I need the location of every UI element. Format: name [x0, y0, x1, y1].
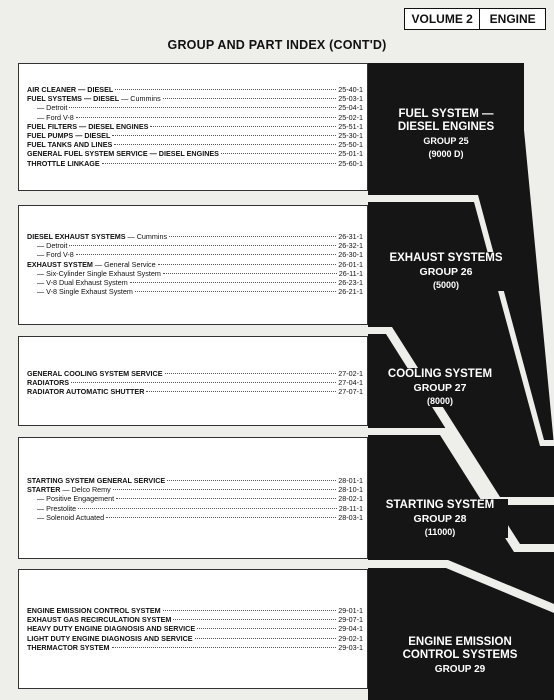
index-entry: AIR CLEANER — DIESEL 25-40-1 — [27, 85, 363, 94]
group-26-entries — [27, 232, 363, 296]
index-entry: FUEL TANKS AND LINES 25-50-1 — [27, 140, 363, 150]
index-entry: GENERAL COOLING SYSTEM SERVICE 27-02-1 — [27, 369, 363, 378]
index-entry: RADIATOR AUTOMATIC SHUTTER 27-07-1 — [27, 387, 363, 397]
index-entry: — Detroit 25-04-1 — [37, 103, 363, 113]
index-entry: LIGHT DUTY ENGINE DIAGNOSIS AND SERVICE 29-02-1 — [27, 633, 363, 643]
index-entry: THERMACTOR SYSTEM 29-03-1 — [27, 642, 363, 652]
section-label: ENGINE — [489, 12, 536, 26]
group-26-box — [18, 205, 368, 325]
group-25-box — [18, 63, 368, 191]
group-26-label: EXHAUST SYSTEMS GROUP 26 (5000) — [372, 252, 520, 291]
group-29-label: ENGINE EMISSION CONTROL SYSTEMS GROUP 29 — [372, 636, 548, 675]
index-entry: THROTTLE LINKAGE 25-60-1 — [27, 158, 363, 168]
index-entry: STARTING SYSTEM GENERAL SERVICE 28-01-1 — [27, 476, 363, 485]
group-27-label: COOLING SYSTEM GROUP 27 (8000) — [372, 368, 508, 407]
page-title: GROUP AND PART INDEX (CONT'D) — [167, 38, 387, 52]
index-entry: GENERAL FUEL SYSTEM SERVICE — DIESEL ENGINES 25-01-1 — [27, 149, 363, 159]
index-entry: — Solenoid Actuated 28-03-1 — [37, 512, 363, 522]
index-entry: — Ford V-8 25-02-1 — [37, 112, 363, 122]
index-entry: — Ford V-8 26-30-1 — [37, 250, 363, 260]
index-entry: — Six-Cylinder Single Exhaust System 26-11-1 — [37, 268, 363, 278]
index-entry: FUEL SYSTEMS — DIESEL — Cummins 25-03-1 — [27, 94, 363, 104]
index-entry: DIESEL EXHAUST SYSTEMS — Cummins 26-31-1 — [27, 232, 363, 241]
index-entry: FUEL FILTERS — DIESEL ENGINES 25-51-1 — [27, 121, 363, 131]
index-entry: — V-8 Single Exhaust System 26-21-1 — [37, 287, 363, 297]
index-entry: EXHAUST GAS RECIRCULATION SYSTEM 29-07-1 — [27, 615, 363, 625]
index-entry: — Prestolite 28-11-1 — [37, 503, 363, 513]
group-27-box — [18, 336, 368, 426]
group-25-label: FUEL SYSTEM — DIESEL ENGINES GROUP 25 (9000 D) — [372, 108, 520, 160]
index-entry: ENGINE EMISSION CONTROL SYSTEM 29-01-1 — [27, 606, 363, 615]
group-28-box — [18, 437, 368, 559]
group-29-entries — [27, 606, 363, 652]
index-entry: EXHAUST SYSTEM — General Service 26-01-1 — [27, 259, 363, 269]
group-25-entries — [27, 85, 363, 168]
group-28-label: STARTING SYSTEM GROUP 28 (11000) — [372, 499, 508, 538]
group-29-box — [18, 569, 368, 689]
index-entry: HEAVY DUTY ENGINE DIAGNOSIS AND SERVICE 29-04-1 — [27, 624, 363, 634]
index-entry: — Positive Engagement 28-02-1 — [37, 494, 363, 504]
group-27-entries — [27, 369, 363, 397]
index-entry: FUEL PUMPS — DIESEL 25-30-1 — [27, 131, 363, 141]
index-entry: — Detroit 26-32-1 — [37, 241, 363, 251]
volume-label: VOLUME 2 — [405, 9, 480, 29]
index-entry: RADIATORS 27-04-1 — [27, 378, 363, 388]
index-entry: — V-8 Dual Exhaust System 26-23-1 — [37, 278, 363, 288]
index-entry: STARTER — Delco Remy 28-10-1 — [27, 485, 363, 495]
group-28-entries — [27, 476, 363, 522]
